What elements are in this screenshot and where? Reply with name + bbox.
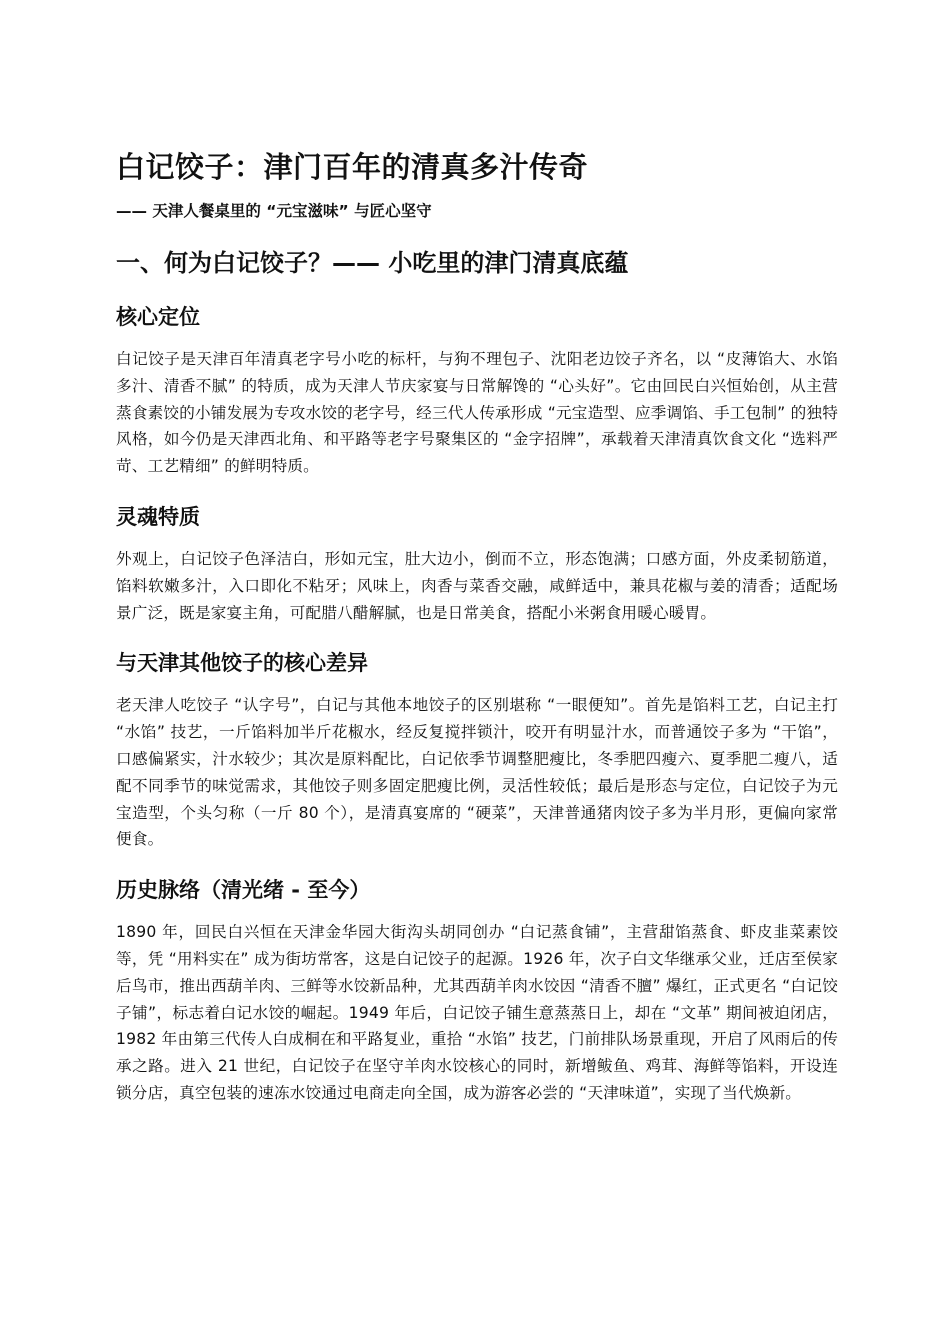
paragraph-differences: 老天津人吃饺子 “认字号”，白记与其他本地饺子的区别堪称 “一眼便知”。首先是馅料工艺，白记主打 “水馅” 技艺，一斤馅料加半斤花椒水，经反复搅拌锁汁，咬开有明显汁水，而普通饺子多为 “干馅”，口感偏紧实，汁水较少；其次是原料配比，白记依季节调整肥瘦比，冬季肥四瘦六、夏季肥二瘦八，适配不同季节的味觉需求，其他饺子则多固定肥瘦比例，灵活性较低；最后是形态与定位，白记饺子为元宝造型，个头匀称（一斤 80 个），是清真宴席的 “硬菜”，天津普通猪肉饺子多为半月形，更偏向家常便食。 (116, 696, 838, 849)
document-title: 白记饺子：津门百年的清真多汁传奇 (116, 150, 589, 184)
subsection-heading-differences: 与天津其他饺子的核心差异 (116, 651, 368, 676)
subsection-heading-core-positioning: 核心定位 (116, 305, 200, 329)
paragraph-soul-traits: 外观上，白记饺子色泽洁白，形如元宝，肚大边小，倒而不立，形态饱满；口感方面，外皮柔韧筋道，馅料软嫩多汁，入口即化不粘牙；风味上，肉香与菜香交融，咸鲜适中，兼具花椒与姜的清香；适配场景广泛，既是家宴主角，可配腊八醋解腻，也是日常美食，搭配小米粥食用暖心暖胃。 (116, 549, 838, 622)
paragraph-core-positioning: 白记饺子是天津百年清真老字号小吃的标杆，与狗不理包子、沈阳老边饺子齐名，以 “皮薄馅大、水馅多汁、清香不腻” 的特质，成为天津人节庆家宴与日常解馋的 “心头好”。它由回民白兴恒始创，从主营蒸食素饺的小铺发展为专攻水饺的老字号，经三代人传承形成 “元宝造型、应季调馅、手工包制” 的独特风格，如今仍是天津西北角、和平路等老字号聚集区的 “金字招牌”，承载着天津清真饮食文化 “选料严苛、工艺精细” 的鲜明特质。 (116, 350, 838, 476)
subsection-heading-history: 历史脉络（清光绪 - 至今） (116, 878, 371, 903)
subsection-heading-soul-traits: 灵魂特质 (116, 504, 200, 529)
document-subtitle: —— 天津人餐桌里的 “元宝滋味” 与匠心坚守 (116, 202, 432, 220)
paragraph-history: 1890 年，回民白兴恒在天津金华园大街沟头胡同创办 “白记蒸食铺”，主营甜馅蒸食、虾皮韭菜素饺等，凭 “用料实在” 成为街坊常客，这是白记饺子的起源。1926 年，次子白文华继承父业，迁店至侯家后鸟市，推出西葫羊肉、三鲜等水饺新品种，尤其西葫羊肉水饺因 “清香不膻” 爆红，正式更名 “白记饺子铺”，标志着白记水饺的崛起。1949 年后，白记饺子铺生意蒸蒸日上，却在 “文革” 期间被迫闭店，1982 年由第三代传人白成桐在和平路复业，重拾 “水馅” 技艺，门前排队场景重现，开启了风雨后的传承之路。进入 21 世纪，白记饺子在坚守羊肉水饺核心的同时，新增鲅鱼、鸡茸、海鲜等馅料，开设连锁分店，真空包装的速冻水饺通过电商走向全国，成为游客必尝的 “天津味道”，实现了当代焕新。 (116, 923, 838, 1102)
section-heading-1: 一、何为白记饺子？—— 小吃里的津门清真底蕴 (116, 249, 629, 277)
document-page (116, 148, 838, 1107)
